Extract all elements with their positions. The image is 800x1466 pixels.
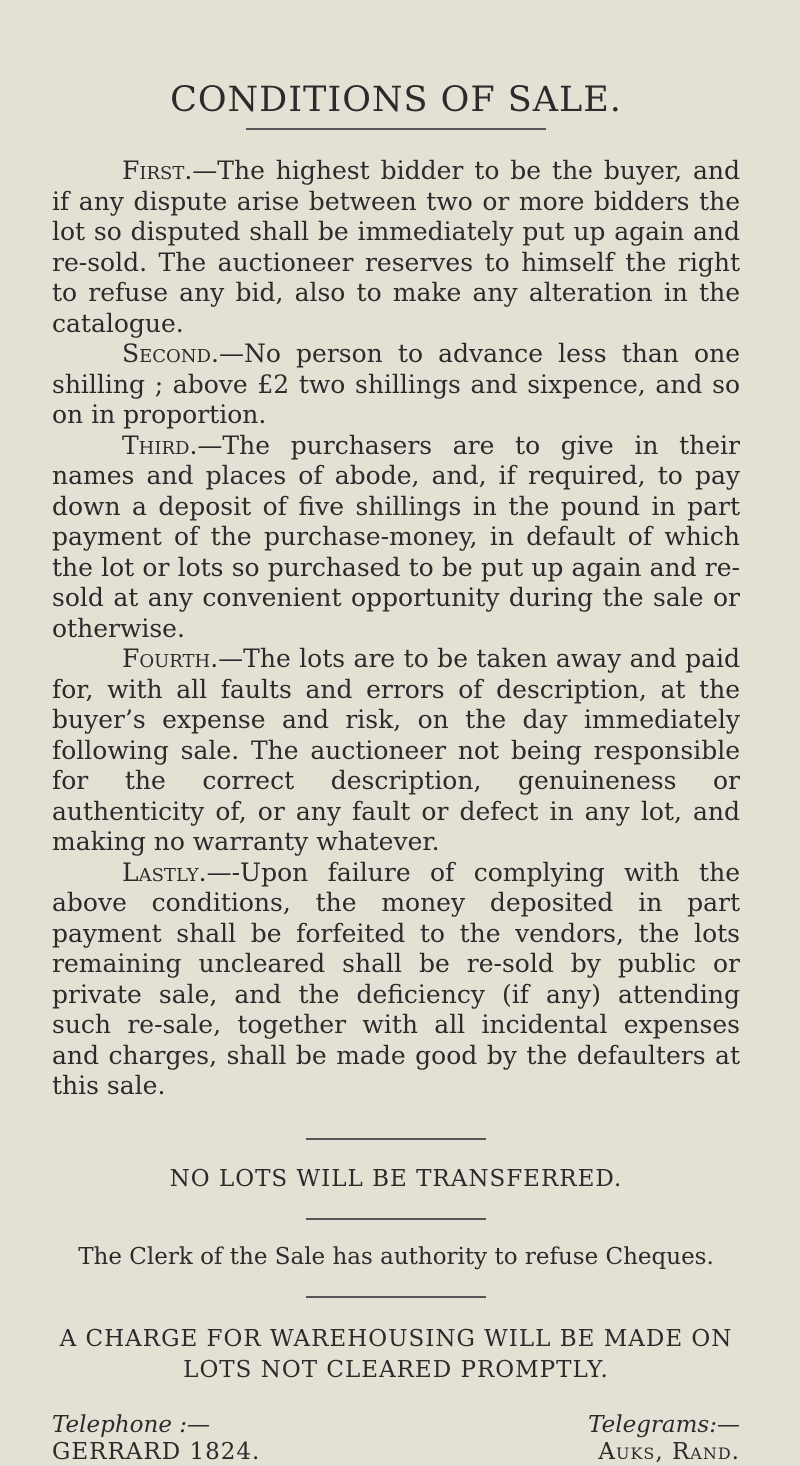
clause-text: —The highest bidder to be the buyer, and if any dispute arise between two or more bidders the lot so disputed shall be immediately put up again and re-sold. The auctioneer reserves to himself the right to refuse any bid, also to make any alteration in the catalogue. bbox=[52, 156, 740, 338]
clause-text: —The lots are to be taken away and paid for, with all faults and errors of description, at the buyer’s expense and risk, on the day immediately following sale. The auctioneer not being responsible for the correct description, genuineness or authenticity of, or any fault or defect in any lot, and making no warranty whatever. bbox=[52, 644, 740, 856]
clause-lastly bbox=[52, 858, 740, 1102]
clause-fourth bbox=[52, 644, 740, 858]
clause-ordinal: Fourth. bbox=[122, 644, 219, 673]
clause-ordinal: Third. bbox=[122, 430, 198, 460]
clause-second bbox=[52, 339, 740, 431]
section-divider bbox=[306, 1218, 486, 1220]
section-divider bbox=[306, 1138, 486, 1140]
notice-no-transfer: NO LOTS WILL BE TRANSFERRED. bbox=[169, 1165, 623, 1192]
telegrams-label: Telegrams:— bbox=[588, 1411, 740, 1438]
clause-ordinal: First. bbox=[122, 156, 193, 185]
clause-text: —The purchasers are to give in their names and places of abode, and, if required, to pay down a deposit of five shillings in the pound in part payment of the purchase-money, in default of which the lot or lots so purchased to be put up again and re-sold at any convenient opportunity during the sale or otherwise. bbox=[52, 430, 740, 643]
telegrams-block bbox=[588, 1412, 740, 1466]
notice-warehousing: A CHARGE FOR WAREHOUSING WILL BE MADE ON LOTS NOT CLEARED PROMPTLY. bbox=[59, 1325, 733, 1383]
clause-text: —-Upon failure of complying with the above conditions, the money deposited in part payment shall be forfeited to the vendors, the lots remaining uncleared shall be re-sold by public or private sale, and the deficiency (if any) attending such re-sale, together with all incidental expenses and charges, shall be made good by the defaulters at this sale. bbox=[52, 857, 740, 1100]
telephone-block bbox=[52, 1412, 260, 1466]
clause-first bbox=[52, 156, 740, 339]
telephone-label: Telephone :— bbox=[52, 1411, 211, 1438]
section-divider bbox=[306, 1296, 486, 1298]
clause-ordinal: Second. bbox=[122, 339, 219, 368]
notice-cheques: The Clerk of the Sale has authority to refuse Cheques. bbox=[78, 1243, 714, 1270]
telephone-value: GERRARD 1824. bbox=[52, 1438, 261, 1465]
page-title: CONDITIONS OF SALE. bbox=[170, 80, 622, 120]
clause-text: —No person to advance less than one shilling ; above £2 two shillings and sixpence, and so on in proportion. bbox=[52, 339, 740, 429]
telegrams-value: Auks, Rand. bbox=[598, 1438, 740, 1465]
clause-ordinal: Lastly. bbox=[122, 857, 207, 887]
title-divider bbox=[246, 128, 546, 130]
contact-block bbox=[52, 1412, 740, 1466]
clause-third bbox=[52, 431, 740, 645]
